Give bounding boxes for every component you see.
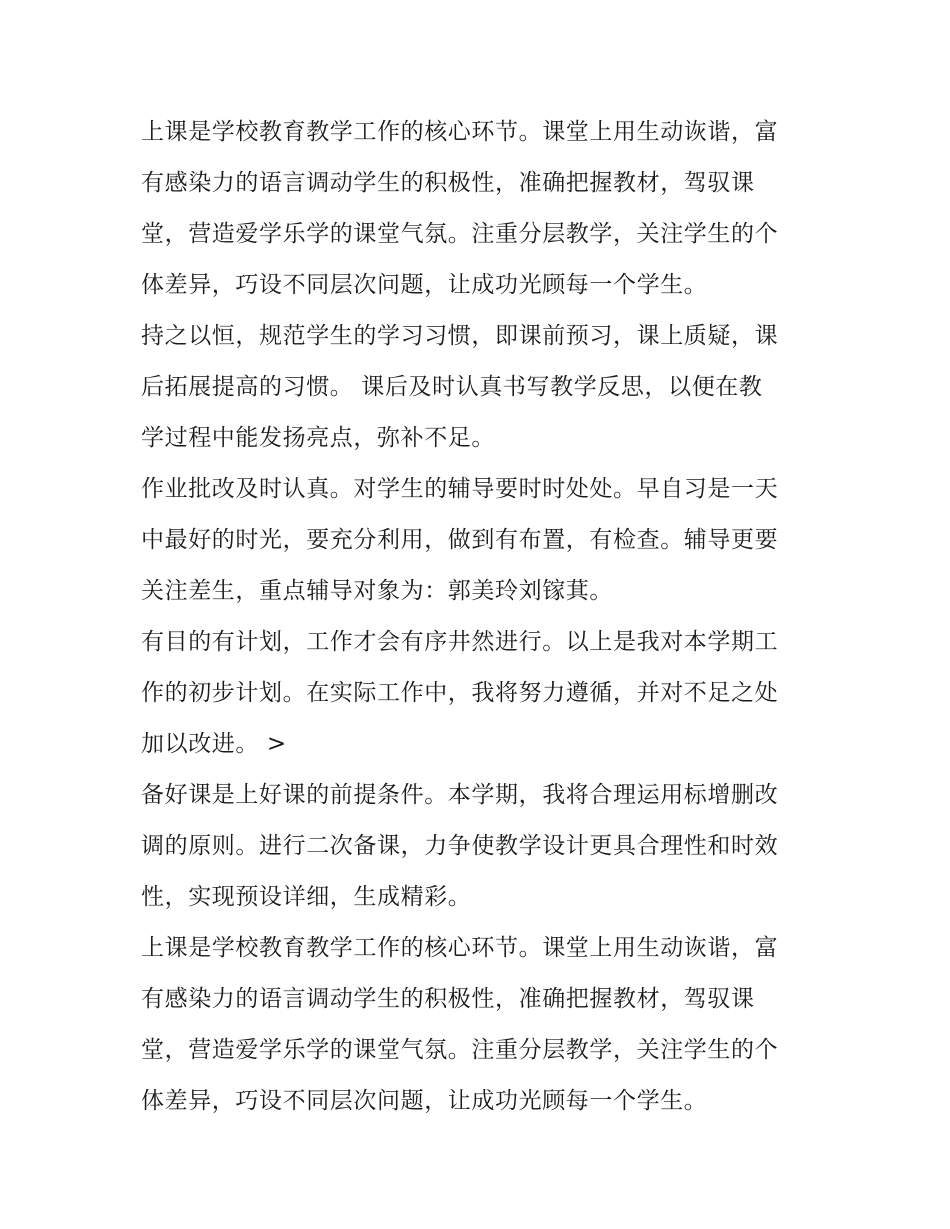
paragraph-lesson-core-2 [141,923,813,1127]
text-line: 后拓展提高的习惯。 课后及时认真书写教学反思，以便在教 [141,374,763,400]
text-line: 关注差生，重点辅导对象为：郭美玲刘镓萁。 [141,578,613,604]
text-line: 性，实现预设详细，生成精彩。 [141,884,472,910]
text-line: 上课是学校教育教学工作的核心环节。课堂上用生动诙谐，富 [141,119,779,145]
text-line: 有目的有计划，工作才会有序井然进行。以上是我对本学期工 [141,629,779,655]
text-line: 上课是学校教育教学工作的核心环节。课堂上用生动诙谐，富 [141,935,779,961]
paragraph-lesson-core-1 [141,107,813,311]
paragraph-lesson-preparation [141,770,813,923]
text-line: 堂，营造爱学乐学的课堂气氛。注重分层教学，关注学生的个 [141,221,779,247]
text-line: 作业批改及时认真。对学生的辅导要时时处处。早自习是一天 [141,476,779,502]
paragraph-plan-summary [141,617,813,770]
text-line: 备好课是上好课的前提条件。本学期，我将合理运用标增删改 [141,782,779,808]
text-line: 作的初步计划。在实际工作中，我将努力遵循，并对不足之处 [141,680,779,706]
text-line: 加以改进。 > [141,731,287,757]
text-line: 中最好的时光，要充分利用，做到有布置，有检查。辅导更要 [141,527,779,553]
text-line: 有感染力的语言调动学生的积极性，准确把握教材，驾驭课 [141,986,755,1012]
text-line: 堂，营造爱学乐学的课堂气氛。注重分层教学，关注学生的个 [141,1037,779,1063]
paragraph-study-habits [141,311,813,464]
text-line: 体差异，巧设不同层次问题，让成功光顾每一个学生。 [141,1088,708,1114]
text-line: 体差异，巧设不同层次问题，让成功光顾每一个学生。 [141,272,708,298]
document-body [141,107,813,1127]
paragraph-homework-tutoring [141,464,813,617]
text-line: 调的原则。进行二次备课，力争使教学设计更具合理性和时效 [141,833,779,859]
text-line: 持之以恒，规范学生的学习习惯，即课前预习，课上质疑，课 [141,323,779,349]
text-line: 有感染力的语言调动学生的积极性，准确把握教材，驾驭课 [141,170,755,196]
text-line: 学过程中能发扬亮点，弥补不足。 [141,425,495,451]
